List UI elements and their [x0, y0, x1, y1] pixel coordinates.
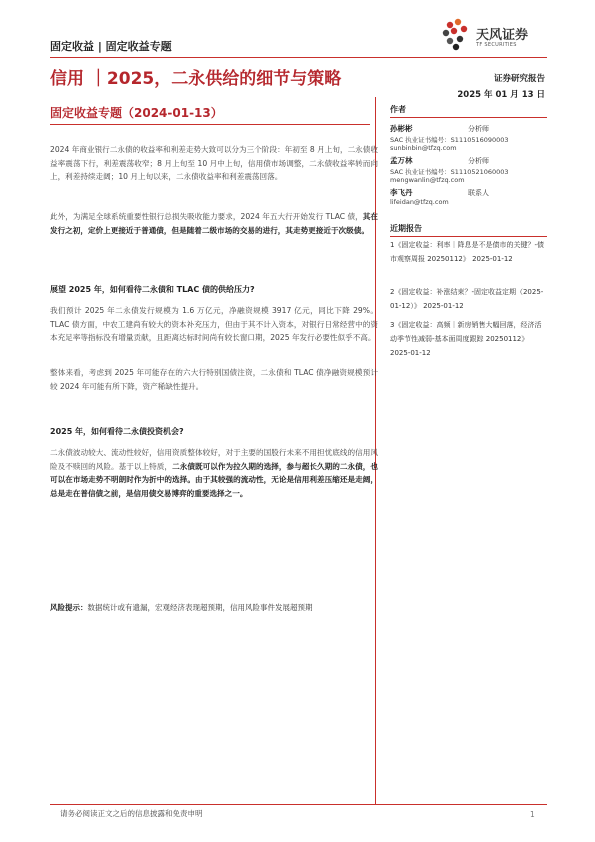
report-title: 信用 ｜2025，二永供给的细节与策略	[50, 69, 342, 89]
author-email[interactable]: mengwanlin@tfzq.com	[390, 176, 465, 184]
header-divider	[50, 57, 547, 58]
author-name: 孟万林	[390, 156, 413, 165]
question-heading-investment: 2025 年，如何看待二永债投资机会?	[50, 427, 184, 436]
footer-divider	[50, 804, 547, 805]
author-cert: SAC 执业证书编号：S1110521060003	[390, 168, 509, 176]
recent-reports-divider	[390, 236, 547, 237]
supply-summary-paragraph: 整体来看，考虑到 2025 年可能存在的六大行特别国债注资，二永债和 TLAC 债净融资规模预计较 2024 年可能有所下降，资产稀缺性提升。	[50, 368, 378, 391]
summary-paragraph-2: 此外，为满足全球系统重要性银行总损失吸收能力要求，2024 年五大行开始发行 TLAC 债，其在发行之初，定价上更接近于普通债，但是随着二级市场的交易的进行，其走势更接近于次级债。	[50, 212, 378, 235]
author-name: 李飞丹	[390, 188, 413, 197]
report-type: 证券研究报告	[493, 74, 545, 84]
author-role: 分析师	[468, 125, 489, 133]
author-name: 孙彬彬	[390, 124, 413, 133]
recent-report-item[interactable]: 2《固定收益：补涨结束？-固定收益定期（2025-01-12）》 2025-01-12	[390, 288, 544, 310]
risk-warning: 风险提示：数据统计或有遗漏，宏观经济表现超预期，信用风险事件发展超预期	[50, 603, 313, 612]
author-cert: SAC 执业证书编号：S1110516090003	[390, 136, 509, 144]
authors-heading: 作者	[390, 105, 406, 114]
summary-paragraph-1: 2024 年商业银行二永债的收益率和利差走势大致可以分为三个阶段：年初至 8 月上旬，二永债收益率震荡下行，利差震荡收窄；8 月上旬至 10 月中上旬，信用债市场调整，二永债收益率转而向上，利差持续走阔；10 月上旬以来，二永债收益率和利差震荡回落。	[50, 145, 378, 181]
report-date: 2025 年 01 月 13 日	[457, 90, 545, 100]
author-role: 联系人	[468, 189, 489, 197]
page-number: 1	[530, 810, 535, 819]
footer-disclaimer: 请务必阅读正文之后的信息披露和免责申明	[60, 809, 203, 818]
recent-report-item[interactable]: 1《固定收益：利率｜降息是不是债市的关键？-债市观察周报 20250112》 2025-01-12	[390, 241, 544, 263]
report-subtitle: 固定收益专题（2024-01-13）	[50, 106, 223, 120]
investment-paragraph: 二永债波动较大、流动性较好，信用资质整体较好，对于主要的国股行未来不用担忧底线的信用风险及不赎回的风险。基于以上特质，二永债既可以作为拉久期的选择，参与超长久期的二永债，也可以在市场走势不明朗时作为折中的选择。由于其较强的流动性，无论是信用利差压缩还是走阔，总是走在普信债之前，是信用债交易博弈的重要选择之一。	[50, 448, 378, 498]
author-role: 分析师	[468, 157, 489, 165]
recent-reports-heading: 近期报告	[390, 224, 422, 233]
report-category: 固定收益 | 固定收益专题	[50, 40, 172, 53]
author-email[interactable]: lifeidan@tfzq.com	[390, 198, 449, 206]
author-email[interactable]: sunbinbin@tfzq.com	[390, 144, 457, 152]
logo-subtext: TF SECURITIES	[476, 42, 517, 48]
recent-report-item[interactable]: 3《固定收益：高频｜新房销售大幅回落，经济活动季节性减弱-基本面周度跟踪 20250112》 2025-01-12	[390, 321, 542, 357]
supply-paragraph: 我们预计 2025 年二永债发行规模为 1.6 万亿元，净融资规模 3917 亿元，同比下降 29%。TLAC 债方面，中农工建尚有较大的资本补充压力，但由于其不计入资本，对银行日常经营中的资本充足率等指标没有增量贡献，且距离达标时间尚有较长窗口期，2025 年发行必要性似乎不高。	[50, 306, 378, 342]
logo-text: 天风证券	[476, 28, 529, 43]
authors-divider	[390, 117, 547, 118]
question-heading-supply: 展望 2025 年，如何看待二永债和 TLAC 债的供给压力?	[50, 285, 255, 294]
subtitle-divider	[50, 124, 370, 125]
